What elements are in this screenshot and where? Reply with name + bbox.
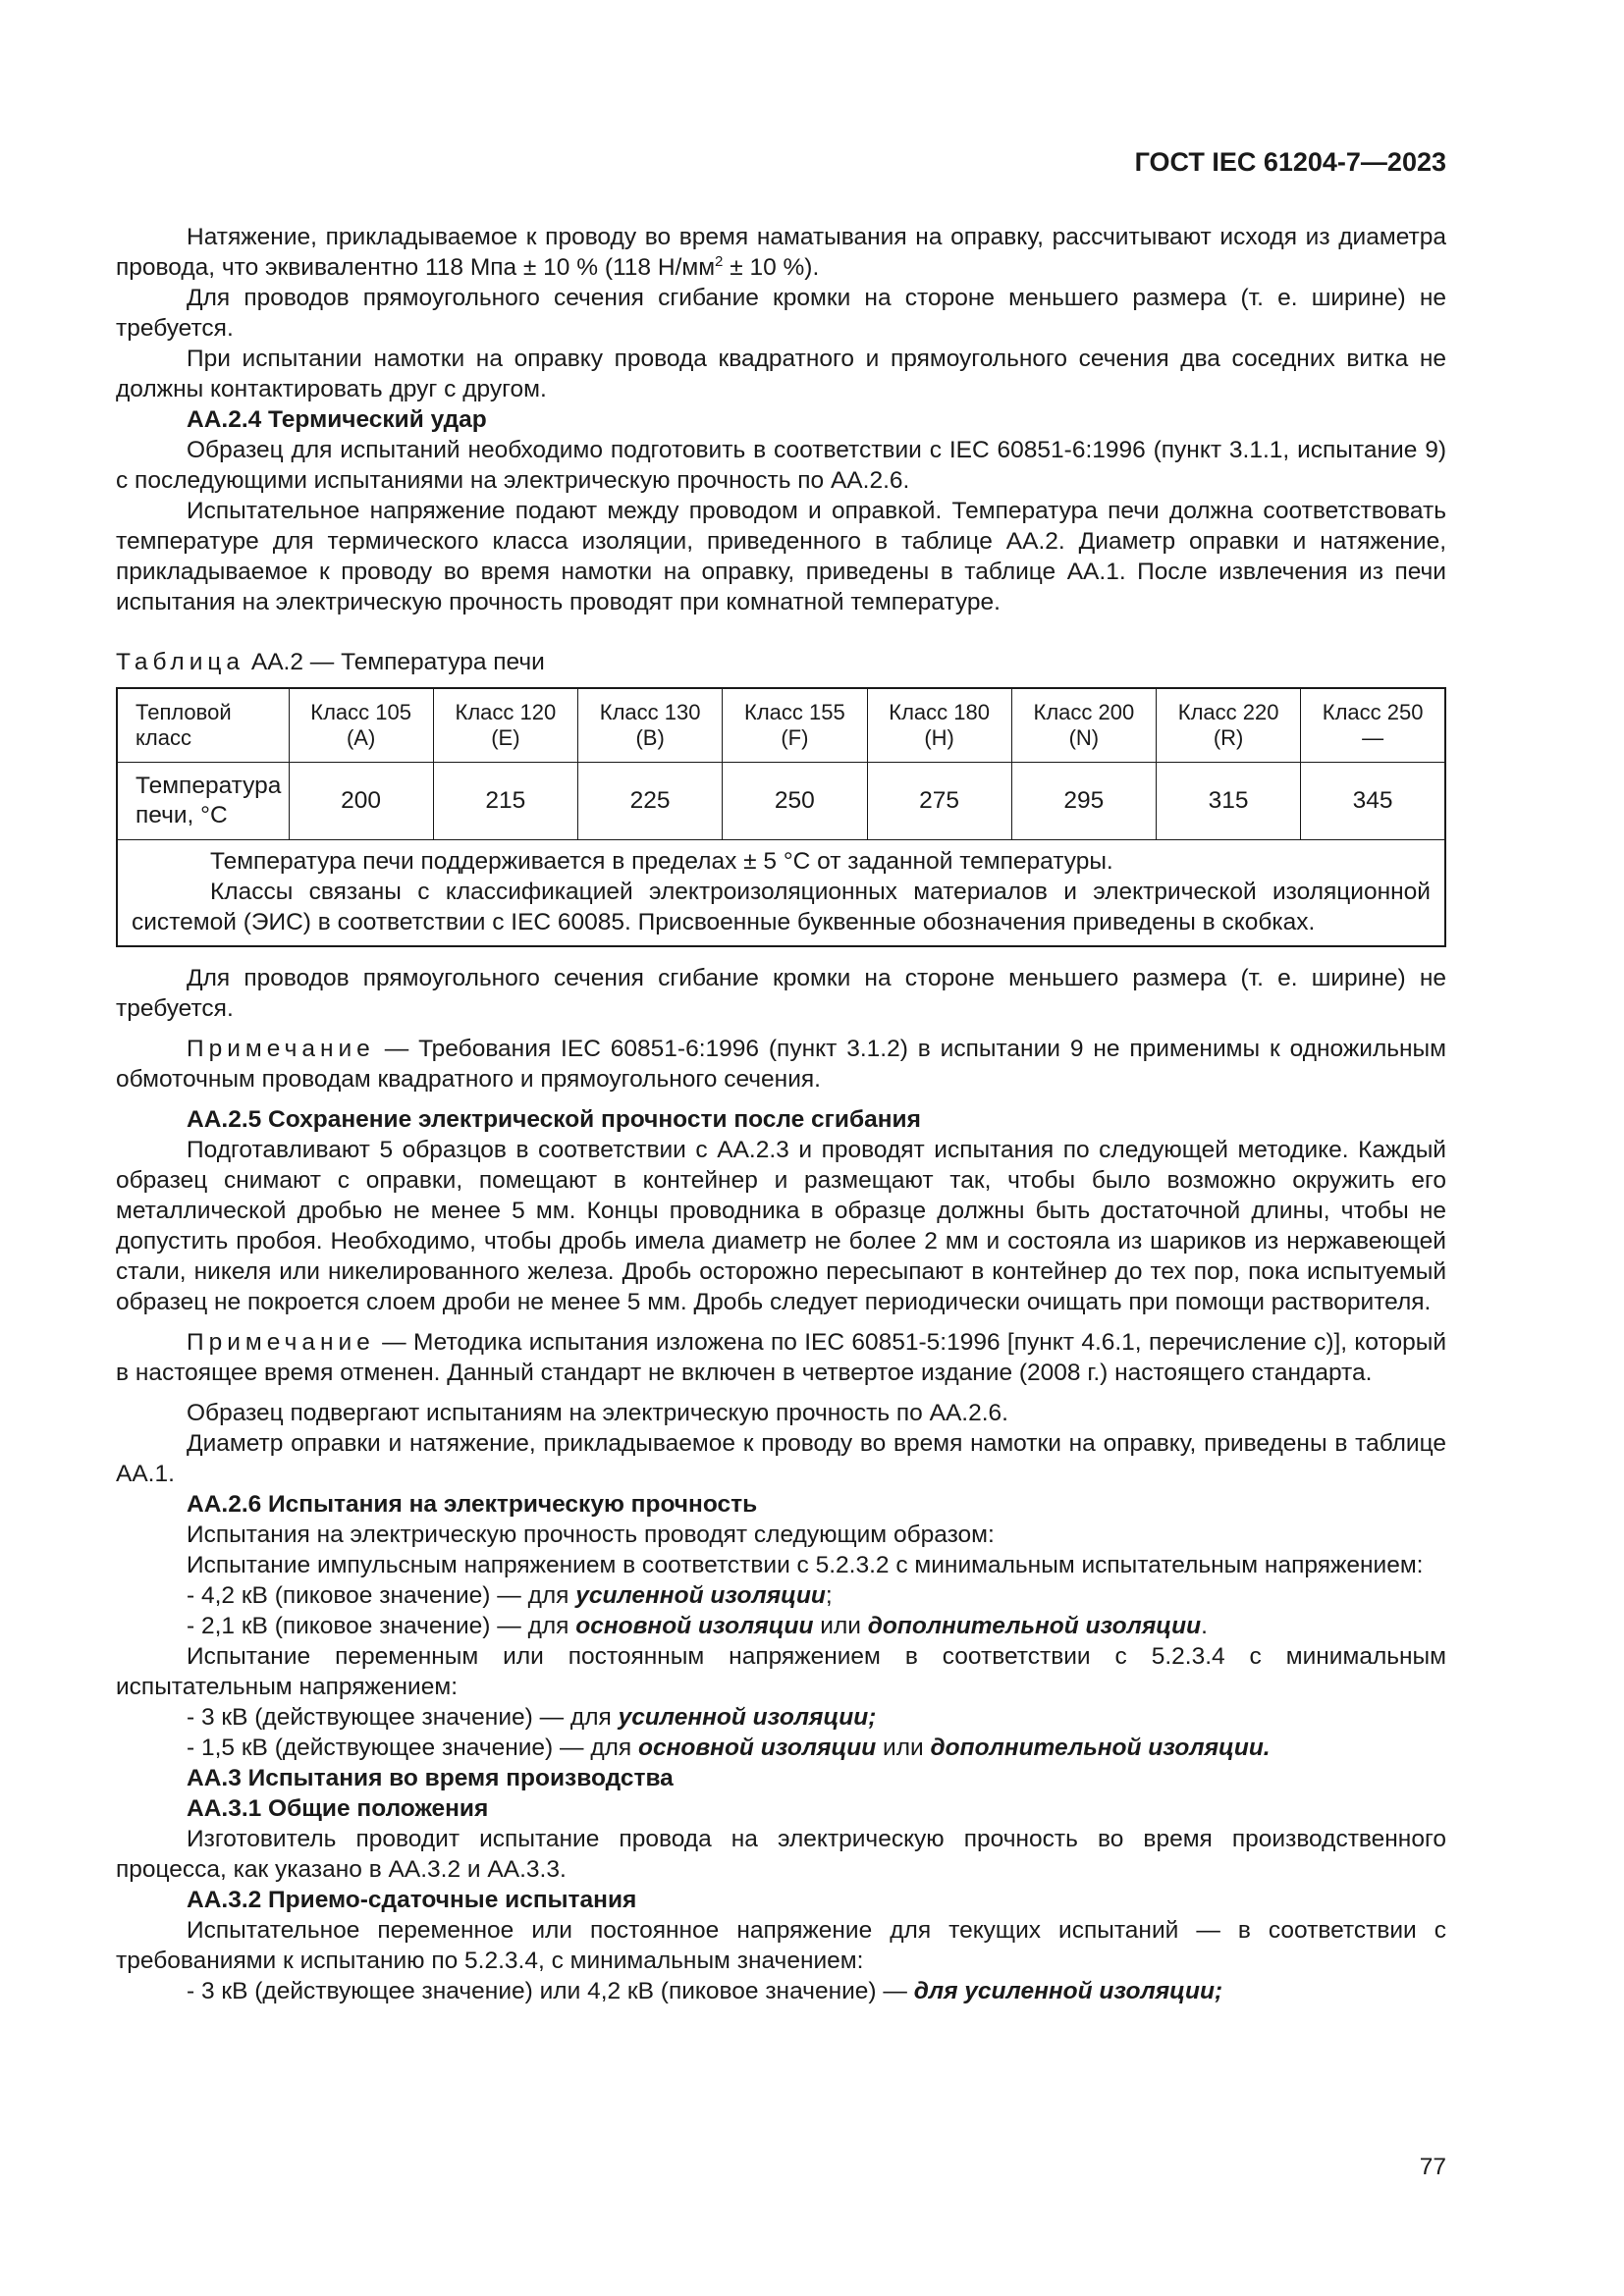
paragraph-ac-dc-test: Испытание переменным или постоянным напряжением в соответствии с 5.2.3.4 с минимальным испытательным напряжением: [116, 1643, 1446, 1700]
document-body [116, 222, 1446, 2006]
table-cell-temperature: 295 [1011, 763, 1156, 840]
table-cell-class: Класс 250 — [1301, 688, 1445, 763]
document-code-header: ГОСТ IEC 61204-7—2023 [1134, 147, 1446, 177]
paragraph-rect-bend-2: Для проводов прямоугольного сечения сгибание кромки на стороне меньшего размера (т. е. ширине) не требуется. [116, 965, 1446, 1022]
paragraph-manufacturer-test: Изготовитель проводит испытание провода на электрическую прочность во время производственного процесса, как указано в АА.3.2 и АА.3.3. [116, 1826, 1446, 1883]
paragraph-specimen-prep: Образец для испытаний необходимо подготовить в соответствии с IEC 60851-6:1996 (пункт 3.1.1, испытание 9) с последующими испытаниями на электрическую прочность по АА.2.6. [116, 437, 1446, 494]
table-cell-temperature: 315 [1157, 763, 1301, 840]
list-item: - 3 кВ (действующее значение) или 4,2 кВ (пиковое значение) — для усиленной изоляции; [187, 1978, 1223, 2004]
list-item: - 2,1 кВ (пиковое значение) — для основной изоляции или дополнительной изоляции. [187, 1613, 1208, 1639]
table-row-label: Тепловой класс [117, 688, 289, 763]
table-cell-temperature: 225 [578, 763, 723, 840]
table-row-oven-temperature [117, 763, 1445, 840]
paragraph-dielectric-intro: Испытания на электрическую прочность проводят следующим образом: [187, 1522, 995, 1548]
table-footnotes [117, 840, 1445, 947]
table-cell-class: Класс 200 (N) [1011, 688, 1156, 763]
list-item: - 4,2 кВ (пиковое значение) — для усиленной изоляции; [187, 1582, 833, 1609]
note-1: Примечание — Требования IEC 60851-6:1996 (пункт 3.1.2) в испытании 9 не применимы к одножильным обмоточным проводам квадратного и прямоугольного сечения. [116, 1036, 1446, 1093]
paragraph-mandrel-diameter: Диаметр оправки и натяжение, прикладываемое к проводу во время намотки на оправку, приведены в таблице АА.1. [116, 1430, 1446, 1487]
table-footnote-1: Температура печи поддерживается в пределах ± 5 °С от заданной температуры. [210, 848, 1113, 875]
table-cell-temperature: 215 [433, 763, 577, 840]
table-cell-temperature: 250 [723, 763, 867, 840]
list-item: - 1,5 кВ (действующее значение) — для основной изоляции или дополнительной изоляции. [187, 1735, 1271, 1761]
table-cell-class: Класс 120 (E) [433, 688, 577, 763]
table-cell-temperature: 200 [289, 763, 433, 840]
table-cell-class: Класс 155 (F) [723, 688, 867, 763]
table-cell-temperature: 345 [1301, 763, 1445, 840]
table-cell-class: Класс 105 (A) [289, 688, 433, 763]
table-footnotes-row [117, 840, 1445, 947]
table-cell-temperature: 275 [867, 763, 1011, 840]
list-item: - 3 кВ (действующее значение) — для усиленной изоляции; [187, 1704, 877, 1731]
heading-aa-2-4: АА.2.4 Термический удар [187, 406, 487, 433]
heading-aa-2-5: АА.2.5 Сохранение электрической прочности после сгибания [187, 1106, 921, 1133]
oven-temperature-table [116, 687, 1446, 947]
paragraph-winding-contact: При испытании намотки на оправку провода квадратного и прямоугольного сечения два соседних витка не должны контактировать друг с другом. [116, 346, 1446, 402]
table-cell-class: Класс 180 (H) [867, 688, 1011, 763]
paragraph-test-voltage: Испытательное напряжение подают между проводом и оправкой. Температура печи должна соответствовать температуре для термического класса изоляции, приведенного в таблице АА.2. Диаметр оправки и натяжение, прикладываемое к проводу во время намотки на оправку, приведены в таблице АА.1. После извлечения из печи испытания на электрическую прочность проводят при комнатной температуре. [116, 498, 1446, 615]
paragraph-impulse-test: Испытание импульсным напряжением в соответствии с 5.2.3.2 с минимальным испытательным напряжением: [187, 1552, 1424, 1578]
heading-aa-3-2: АА.3.2 Приемо-сдаточные испытания [187, 1887, 637, 1913]
heading-aa-3-1: АА.3.1 Общие положения [187, 1795, 489, 1822]
heading-aa-3: АА.3 Испытания во время производства [187, 1765, 674, 1791]
table-footnote-2: Классы связаны с классификацией электроизоляционных материалов и электрической изоляционной системой (ЭИС) в соответствии с IEC 60085. Присвоенные буквенные обозначения приведены в скобках. [132, 879, 1431, 935]
page-number: 77 [1419, 2154, 1446, 2180]
paragraph-specimen-test: Образец подвергают испытаниям на электрическую прочность по АА.2.6. [187, 1400, 1008, 1426]
note-2: Примечание — Методика испытания изложена по IEC 60851-5:1996 [пункт 4.6.1, перечисление с)], который в настоящее время отменен. Данный стандарт не включен в четвертое издание (2008 г.) настоящего стандарта. [116, 1329, 1446, 1386]
paragraph-tension: Натяжение, прикладываемое к проводу во время наматывания на оправку, рассчитывают исходя из диаметра провода, что эквивалентно 118 Мпа ± 10 % (118 $Н/мм^2 \pm 10$ %). [116, 224, 1446, 281]
table-row-label: Температура печи, °С [117, 763, 289, 840]
paragraph-shot-method: Подготавливают 5 образцов в соответствии с АА.2.3 и проводят испытания по следующей методике. Каждый образец снимают с оправки, помещают в контейнер и размещают так, чтобы было возможно окружить его металлической дробью не менее 5 мм. Концы проводника в образце должны быть достаточной длины, чтобы не допустить пробоя. Необходимо, чтобы дробь имела диаметр не более 2 мм и состояла из шариков из нержавеющей стали, никеля или никелированного железа. Дробь осторожно пересыпают в контейнер до тех пор, пока испытуемый образец не покроется слоем дроби не менее 5 мм. Дробь следует периодически очищать при помощи растворителя. [116, 1137, 1446, 1315]
table-cell-class: Класс 130 (B) [578, 688, 723, 763]
paragraph-rect-bend: Для проводов прямоугольного сечения сгибание кромки на стороне меньшего размера (т. е. ширине) не требуется. [116, 285, 1446, 342]
table-caption: Таблица АА.2 — Температура печи [116, 649, 545, 675]
table-cell-class: Класс 220 (R) [1157, 688, 1301, 763]
paragraph-routine-test: Испытательное переменное или постоянное напряжение для текущих испытаний — в соответствии с требованиями к испытанию по 5.2.3.4, с минимальным значением: [116, 1917, 1446, 1974]
heading-aa-2-6: АА.2.6 Испытания на электрическую прочность [187, 1491, 758, 1518]
table-row-thermal-class [117, 688, 1445, 763]
